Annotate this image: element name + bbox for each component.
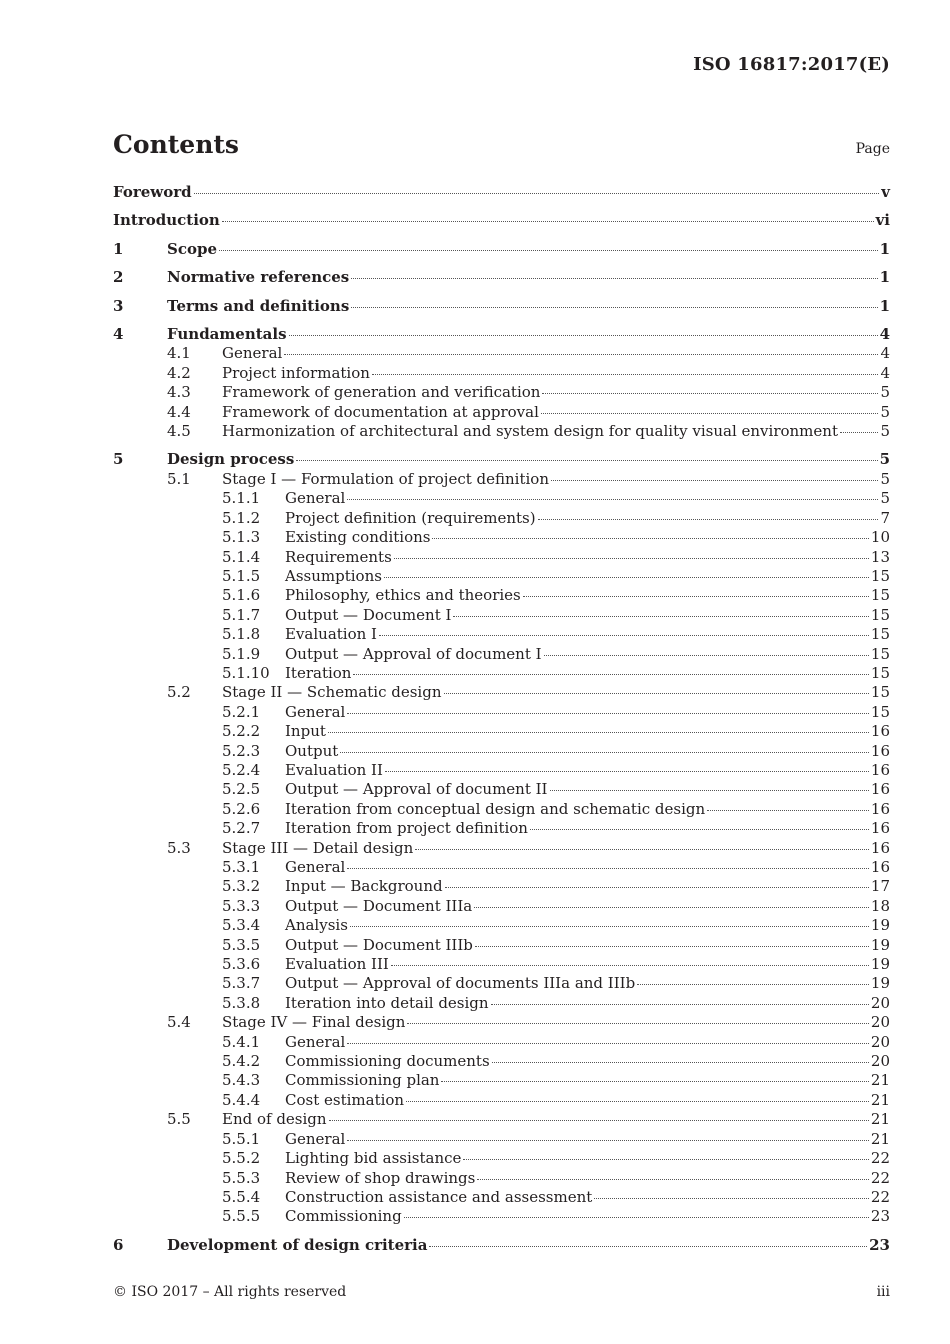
- toc-entry-page: 22: [870, 1187, 890, 1206]
- dot-leader: [429, 1246, 867, 1247]
- toc-entry-number: 6: [113, 1235, 124, 1254]
- dot-leader: [463, 1159, 869, 1160]
- toc-entry-page: 1: [879, 296, 890, 315]
- toc-entry-number: 5.1.9: [222, 644, 261, 663]
- toc-entry-page: 20: [870, 993, 890, 1012]
- toc-entry-title: Commissioning: [285, 1207, 402, 1226]
- dot-leader: [347, 1140, 869, 1141]
- toc-entry-number: 5.1: [167, 469, 191, 488]
- toc-entry-title: General: [285, 702, 346, 721]
- toc-entry[interactable]: [113, 936, 890, 955]
- toc-entry-number: 5.1.1: [222, 489, 261, 508]
- dot-leader: [347, 713, 869, 714]
- dot-leader: [542, 393, 878, 394]
- toc-entry-number: 5.3.6: [222, 955, 261, 974]
- toc-entry-number: 4.3: [167, 383, 191, 402]
- toc-entry-page: 22: [870, 1168, 890, 1187]
- dot-leader: [379, 635, 869, 636]
- dot-leader: [328, 732, 869, 733]
- dot-leader: [404, 1217, 869, 1218]
- dot-leader: [329, 1120, 869, 1121]
- toc-entry-page: 16: [870, 838, 890, 857]
- toc-entry-title: Introduction: [113, 211, 220, 230]
- toc-entry-number: 5.1.4: [222, 547, 261, 566]
- toc-entry-title: Philosophy, ethics and theories: [285, 586, 521, 605]
- dot-leader: [550, 790, 869, 791]
- dot-leader: [840, 432, 878, 433]
- toc-entry-title: Design process: [167, 450, 295, 469]
- toc-entry-title: Analysis: [285, 916, 348, 935]
- toc-entry-title: Scope: [167, 239, 218, 258]
- dot-leader: [445, 887, 869, 888]
- toc-entry-page: 16: [870, 760, 890, 779]
- toc-entry-title: Construction assistance and assessment: [285, 1187, 593, 1206]
- dot-leader: [415, 849, 869, 850]
- toc-entry-number: 5.3: [167, 838, 191, 857]
- dot-leader: [637, 984, 869, 985]
- dot-leader: [551, 480, 878, 481]
- dot-leader: [194, 193, 880, 194]
- toc-entry-title: Evaluation I: [285, 625, 377, 644]
- toc-entry-page: 10: [870, 528, 890, 547]
- document-id: ISO 16817:2017(E): [693, 54, 890, 75]
- toc-entry-title: Stage IV — Final design: [222, 1013, 406, 1032]
- toc-entry-title: Evaluation II: [285, 760, 383, 779]
- toc-entry-page: 16: [870, 819, 890, 838]
- toc-entry-page: 20: [870, 1032, 890, 1051]
- dot-leader: [474, 907, 869, 908]
- toc-entry-number: 5.4: [167, 1013, 191, 1032]
- toc-entry-number: 5.2.4: [222, 760, 261, 779]
- toc-entry-title: Requirements: [285, 547, 392, 566]
- toc-entry[interactable]: [113, 858, 890, 877]
- dot-leader: [284, 354, 878, 355]
- dot-leader: [541, 413, 879, 414]
- toc-entry-number: 5.5.5: [222, 1207, 261, 1226]
- toc-entry[interactable]: [113, 211, 890, 230]
- toc-entry[interactable]: [113, 344, 890, 363]
- toc-entry[interactable]: [113, 528, 890, 547]
- toc-entry-number: 5.3.5: [222, 935, 261, 954]
- toc-entry[interactable]: [113, 240, 890, 259]
- toc-entry[interactable]: [113, 606, 890, 625]
- toc-entry-title: Evaluation III: [285, 955, 389, 974]
- toc-entry-page: vi: [875, 211, 890, 230]
- toc-entry[interactable]: [113, 703, 890, 722]
- toc-entry-page: v: [881, 183, 890, 201]
- toc-entry[interactable]: [113, 1110, 890, 1129]
- toc-entry-page: 15: [870, 683, 890, 702]
- toc-entry-page: 15: [870, 625, 890, 644]
- toc-entry-page: 17: [870, 877, 890, 896]
- table-of-contents: [113, 183, 890, 1255]
- toc-entry-title: Cost estimation: [285, 1090, 405, 1109]
- toc-entry-number: 5.4.3: [222, 1071, 261, 1090]
- toc-entry-page: 4: [879, 325, 890, 344]
- toc-entry-number: 5.2.5: [222, 780, 261, 799]
- dot-leader: [406, 1101, 869, 1102]
- toc-entry[interactable]: [113, 509, 890, 528]
- toc-entry[interactable]: [113, 664, 890, 683]
- toc-entry[interactable]: [113, 1149, 890, 1168]
- toc-entry-title: General: [222, 344, 283, 363]
- toc-entry-number: 5.3.4: [222, 916, 261, 935]
- toc-entry[interactable]: [113, 297, 890, 316]
- toc-entry-number: 4.5: [167, 422, 191, 441]
- toc-entry-page: 1: [879, 268, 890, 287]
- dot-leader: [351, 307, 877, 308]
- toc-entry[interactable]: [113, 742, 890, 761]
- toc-entry[interactable]: [113, 819, 890, 838]
- toc-entry-title: Stage I — Formulation of project definition: [222, 469, 549, 488]
- toc-entry-page: 5: [880, 489, 890, 508]
- dot-leader: [492, 1062, 869, 1063]
- toc-entry-page: 21: [870, 1110, 890, 1129]
- toc-entry[interactable]: [113, 548, 890, 567]
- toc-entry-number: 5.3.8: [222, 993, 261, 1012]
- toc-entry-number: 5.3.7: [222, 974, 261, 993]
- toc-entry-page: 7: [880, 508, 890, 527]
- toc-entry-title: Iteration from project definition: [285, 819, 528, 838]
- toc-entry[interactable]: [113, 1188, 890, 1207]
- toc-entry[interactable]: [113, 780, 890, 799]
- dot-leader: [372, 374, 879, 375]
- toc-entry[interactable]: [113, 683, 890, 702]
- toc-entry[interactable]: [113, 1052, 890, 1071]
- toc-entry-number: 5.4.4: [222, 1090, 261, 1109]
- toc-entry[interactable]: [113, 586, 890, 605]
- page-column-label: Page: [855, 141, 890, 157]
- toc-entry[interactable]: [113, 567, 890, 586]
- dot-leader: [394, 558, 869, 559]
- toc-entry[interactable]: [113, 489, 890, 508]
- toc-entry-title: General: [285, 858, 346, 876]
- dot-leader: [385, 771, 869, 772]
- toc-entry-page: 19: [870, 916, 890, 935]
- toc-entry-title: Output — Approval of document I: [285, 644, 542, 663]
- toc-entry[interactable]: [113, 325, 890, 344]
- toc-entry[interactable]: [113, 1091, 890, 1110]
- toc-entry-number: 5.2.7: [222, 819, 261, 838]
- toc-entry-title: Input — Background: [285, 877, 443, 896]
- dot-leader: [340, 752, 869, 753]
- toc-entry-title: Review of shop drawings: [285, 1168, 476, 1187]
- toc-entry-title: Foreword: [113, 183, 192, 201]
- toc-entry-title: Commissioning plan: [285, 1071, 440, 1090]
- dot-leader: [538, 519, 879, 520]
- dot-leader: [222, 221, 874, 222]
- toc-entry-number: 5.4.2: [222, 1052, 261, 1071]
- dot-leader: [347, 499, 878, 500]
- toc-entry-page: 4: [880, 363, 890, 382]
- toc-entry-page: 5: [880, 422, 890, 441]
- toc-entry[interactable]: [113, 422, 890, 441]
- toc-entry[interactable]: [113, 839, 890, 858]
- toc-entry[interactable]: [113, 1013, 890, 1032]
- toc-entry-number: 5.1.2: [222, 508, 261, 527]
- toc-entry-title: Terms and definitions: [167, 296, 350, 315]
- dot-leader: [432, 538, 868, 539]
- toc-entry-page: 16: [870, 799, 890, 818]
- toc-entry-page: 20: [870, 1013, 890, 1032]
- toc-entry[interactable]: [113, 450, 890, 469]
- dot-leader: [347, 1043, 869, 1044]
- page-number: iii: [876, 1284, 890, 1300]
- toc-entry-title: Output — Approval of documents IIIa and IIIb: [285, 974, 636, 993]
- toc-entry-number: 5.1.7: [222, 605, 261, 624]
- toc-entry-title: Assumptions: [285, 566, 382, 585]
- dot-leader: [475, 946, 869, 947]
- dot-leader: [441, 1081, 868, 1082]
- toc-entry-title: Output — Approval of document II: [285, 780, 548, 799]
- toc-entry-page: 22: [870, 1149, 890, 1168]
- dot-leader: [391, 965, 869, 966]
- toc-entry-number: 5.3.3: [222, 896, 261, 915]
- toc-entry[interactable]: [113, 994, 890, 1013]
- toc-entry-number: 5: [113, 450, 124, 469]
- toc-entry-number: 2: [113, 268, 124, 287]
- dot-leader: [594, 1198, 869, 1199]
- toc-entry-page: 15: [870, 702, 890, 721]
- toc-entry-number: 5.1.8: [222, 625, 261, 644]
- toc-entry-number: 5.3.1: [222, 858, 261, 876]
- toc-entry[interactable]: [113, 916, 890, 935]
- toc-entry-page: 5: [879, 450, 890, 469]
- toc-entry-page: 5: [880, 469, 890, 488]
- toc-entry-title: General: [285, 489, 346, 508]
- toc-entry[interactable]: [113, 625, 890, 644]
- toc-entry-title: Project definition (requirements): [285, 508, 536, 527]
- toc-entry[interactable]: [113, 1130, 890, 1149]
- toc-entry[interactable]: [113, 470, 890, 489]
- toc-entry-page: 5: [880, 402, 890, 421]
- toc-entry-number: 5.1.10: [222, 663, 270, 682]
- toc-entry-page: 16: [870, 722, 890, 741]
- toc-entry-number: 5.2.3: [222, 741, 261, 760]
- dot-leader: [384, 577, 869, 578]
- toc-entry-title: Stage II — Schematic design: [222, 683, 442, 702]
- toc-entry[interactable]: [113, 897, 890, 916]
- toc-entry-number: 4: [113, 325, 124, 344]
- toc-entry-number: 3: [113, 296, 124, 315]
- toc-entry[interactable]: [113, 268, 890, 287]
- toc-entry-number: 5.3.2: [222, 877, 261, 896]
- contents-heading: Contents: [113, 130, 240, 159]
- toc-entry-title: Framework of documentation at approval: [222, 402, 539, 421]
- toc-entry-number: 5.2.2: [222, 722, 261, 741]
- toc-entry-number: 1: [113, 239, 124, 258]
- toc-entry[interactable]: [113, 1071, 890, 1090]
- toc-entry-page: 21: [870, 1129, 890, 1148]
- toc-entry-page: 5: [880, 383, 890, 402]
- toc-entry-page: 19: [870, 955, 890, 974]
- toc-entry-number: 4.4: [167, 402, 191, 421]
- dot-leader: [444, 693, 869, 694]
- toc-entry-page: 4: [880, 344, 890, 363]
- toc-entry[interactable]: [113, 974, 890, 993]
- dot-leader: [219, 250, 878, 251]
- toc-entry-page: 13: [870, 547, 890, 566]
- toc-entry[interactable]: [113, 877, 890, 896]
- toc-entry-title: Commissioning documents: [285, 1052, 490, 1071]
- toc-entry[interactable]: [113, 1236, 890, 1255]
- toc-entry-number: 5.1.3: [222, 528, 261, 547]
- dot-leader: [544, 655, 869, 656]
- toc-entry-title: Output — Document IIIb: [285, 935, 473, 954]
- toc-entry-page: 15: [870, 586, 890, 605]
- toc-entry-number: 5.5.2: [222, 1149, 261, 1168]
- dot-leader: [350, 926, 869, 927]
- toc-entry-page: 16: [870, 780, 890, 799]
- toc-entry-title: General: [285, 1129, 346, 1148]
- dot-leader: [453, 616, 868, 617]
- toc-entry-page: 19: [870, 974, 890, 993]
- toc-entry-page: 16: [870, 858, 890, 876]
- toc-entry-number: 4.2: [167, 363, 191, 382]
- toc-entry-title: Stage III — Detail design: [222, 838, 414, 857]
- toc-entry-title: Development of design criteria: [167, 1235, 428, 1254]
- dot-leader: [407, 1023, 869, 1024]
- toc-entry-title: Iteration: [285, 663, 352, 682]
- toc-entry-page: 23: [869, 1235, 890, 1254]
- toc-entry-number: 4.1: [167, 344, 191, 363]
- toc-entry-page: 15: [870, 644, 890, 663]
- toc-entry-page: 1: [879, 239, 890, 258]
- dot-leader: [296, 460, 877, 461]
- toc-entry-page: 15: [870, 663, 890, 682]
- copyright-notice: © ISO 2017 – All rights reserved: [113, 1284, 347, 1300]
- dot-leader: [530, 829, 869, 830]
- toc-entry-title: Project information: [222, 363, 370, 382]
- dot-leader: [351, 278, 877, 279]
- toc-entry-page: 19: [870, 935, 890, 954]
- toc-entry-title: Iteration into detail design: [285, 993, 489, 1012]
- dot-leader: [707, 810, 869, 811]
- toc-entry-title: Existing conditions: [285, 528, 431, 547]
- dot-leader: [477, 1179, 869, 1180]
- toc-entry[interactable]: [113, 183, 890, 202]
- toc-entry-number: 5.4.1: [222, 1032, 261, 1051]
- dot-leader: [347, 868, 869, 869]
- toc-entry-title: Framework of generation and verification: [222, 383, 541, 402]
- toc-entry-number: 5.2.6: [222, 799, 261, 818]
- toc-entry[interactable]: [113, 761, 890, 780]
- toc-entry[interactable]: [113, 800, 890, 819]
- dot-leader: [491, 1004, 869, 1005]
- toc-entry-number: 5.2.1: [222, 702, 261, 721]
- toc-entry-title: Output — Document IIIa: [285, 896, 473, 915]
- toc-entry-page: 16: [870, 741, 890, 760]
- toc-entry-number: 5.5: [167, 1110, 191, 1129]
- toc-entry-title: Fundamentals: [167, 325, 287, 344]
- toc-entry[interactable]: [113, 955, 890, 974]
- toc-entry-page: 21: [870, 1090, 890, 1109]
- toc-entry[interactable]: [113, 1033, 890, 1052]
- toc-entry-page: 20: [870, 1052, 890, 1071]
- toc-entry-number: 5.5.4: [222, 1187, 261, 1206]
- toc-entry-number: 5.1.6: [222, 586, 261, 605]
- dot-leader: [353, 674, 868, 675]
- toc-entry[interactable]: [113, 383, 890, 402]
- toc-entry[interactable]: [113, 364, 890, 383]
- toc-entry-title: Harmonization of architectural and system design for quality visual environment: [222, 422, 838, 441]
- toc-entry-title: End of design: [222, 1110, 327, 1129]
- toc-entry-number: 5.5.3: [222, 1168, 261, 1187]
- toc-entry-title: Normative references: [167, 268, 350, 287]
- toc-entry[interactable]: [113, 722, 890, 741]
- toc-entry-number: 5.1.5: [222, 566, 261, 585]
- toc-entry-title: Output — Document I: [285, 605, 452, 624]
- toc-entry[interactable]: [113, 645, 890, 664]
- toc-entry-title: Output: [285, 741, 339, 760]
- dot-leader: [289, 335, 878, 336]
- toc-entry[interactable]: [113, 1207, 890, 1226]
- toc-entry-page: 21: [870, 1071, 890, 1090]
- toc-entry-number: 5.5.1: [222, 1129, 261, 1148]
- toc-entry-page: 15: [870, 605, 890, 624]
- toc-entry-title: Iteration from conceptual design and schematic design: [285, 799, 706, 818]
- toc-entry[interactable]: [113, 1169, 890, 1188]
- toc-entry-number: 5.2: [167, 683, 191, 702]
- toc-entry-page: 18: [870, 896, 890, 915]
- toc-entry-title: General: [285, 1032, 346, 1051]
- dot-leader: [523, 596, 869, 597]
- toc-entry-page: 15: [870, 566, 890, 585]
- toc-entry-page: 23: [870, 1207, 890, 1226]
- toc-entry[interactable]: [113, 403, 890, 422]
- toc-entry-title: Lighting bid assistance: [285, 1149, 462, 1168]
- toc-entry-title: Input: [285, 722, 326, 741]
